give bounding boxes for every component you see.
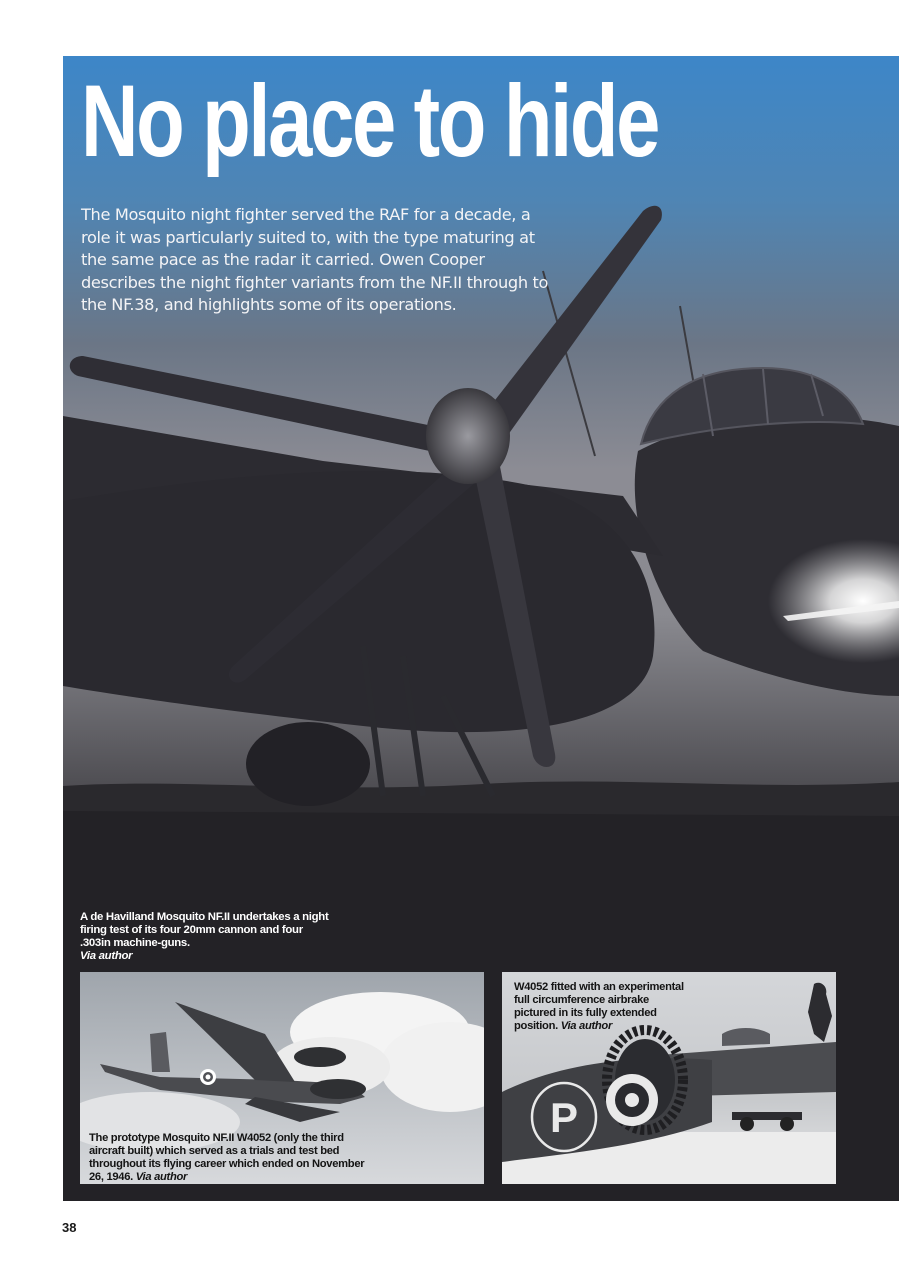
prototype-photo: [80, 972, 484, 1184]
prototype-caption: [89, 1132, 369, 1184]
engine-nacelle: [294, 1047, 346, 1067]
caption-text: W4052 fitted with an experimental full circumference airbrake pictured in its fully extended position.: [514, 981, 684, 1032]
main-photo-caption: [80, 911, 330, 963]
wheel: [740, 1117, 754, 1131]
article-spread: [63, 56, 899, 1201]
caption-text: A de Havilland Mosquito NF.II undertakes a night firing test of its four 20mm cannon and four .303in machine-guns.: [80, 911, 329, 949]
page-number: 38: [62, 1220, 77, 1235]
airbrake-caption: [514, 981, 689, 1033]
canopy: [722, 1028, 770, 1046]
engine-nacelle: [63, 471, 655, 732]
caption-credit: Via author: [135, 1171, 188, 1183]
article-title: No place to hide: [81, 64, 659, 178]
caption-credit: Via author: [80, 950, 133, 962]
main-photo: [63, 56, 899, 962]
caption-text: The prototype Mosquito NF.II W4052 (only the third aircraft built) which served as a trials and test bed throughout its flying career which ended on November 26, 1946.: [89, 1132, 365, 1183]
airbrake-photo: [502, 972, 836, 1184]
wheel: [246, 722, 370, 806]
standfirst: The Mosquito night fighter served the RAF for a decade, a role it was particularly suited to, with the type maturing at the same pace as the radar it carried. Owen Cooper describes the night fighter variants from the NF.II through to the NF.38, and highlights some of its operations.: [81, 205, 549, 315]
night-fighter-illustration: [63, 56, 899, 956]
propeller-spinner: [426, 388, 510, 484]
fuselage-code: P: [549, 1094, 579, 1141]
caption-credit: Via author: [560, 1020, 613, 1032]
